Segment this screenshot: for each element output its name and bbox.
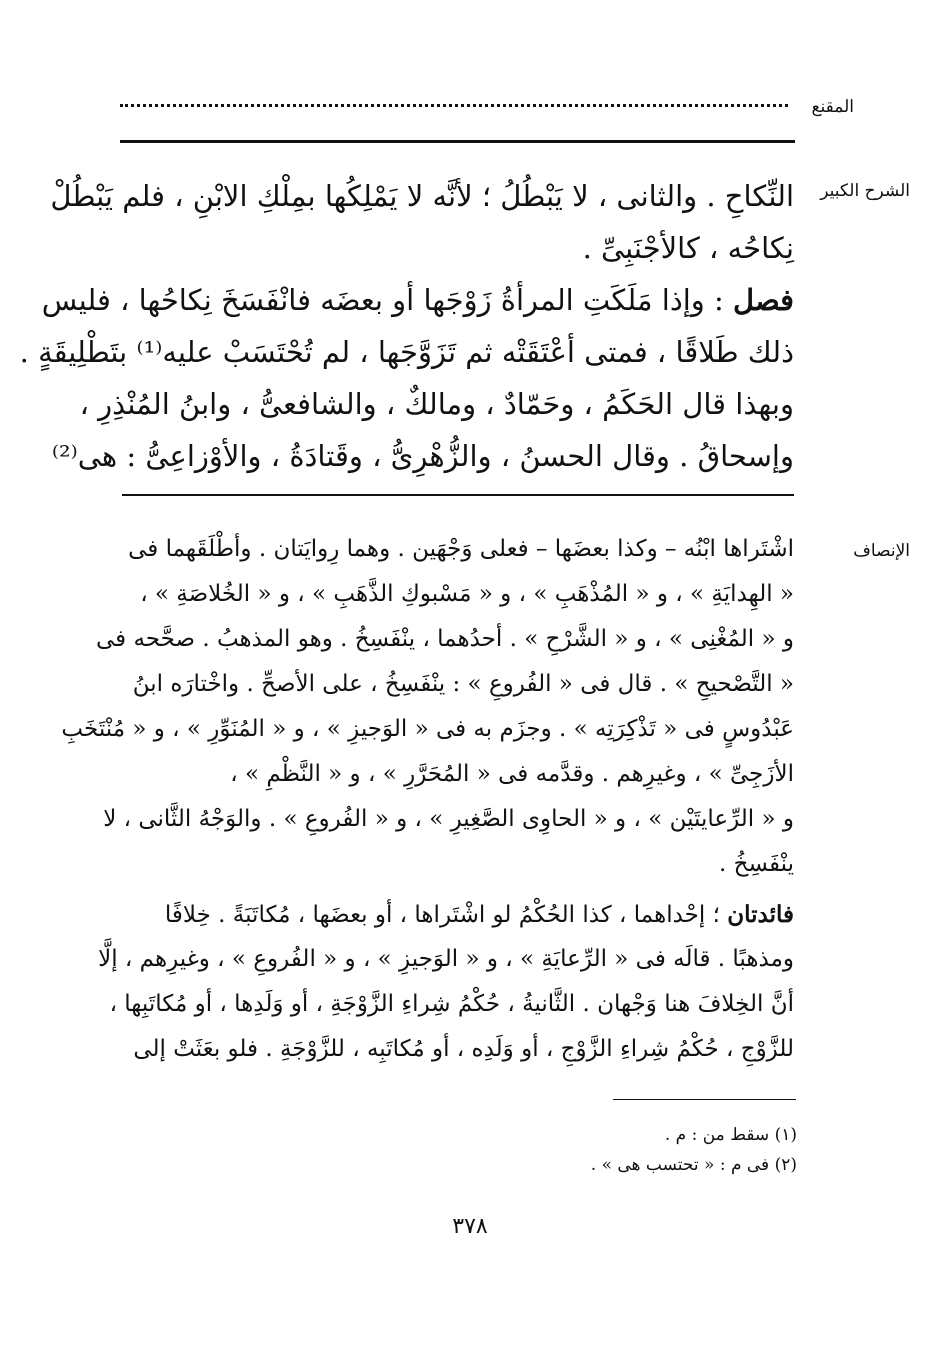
header-dotted-rule <box>120 104 788 107</box>
insaf-text-block <box>61 527 794 887</box>
section-divider <box>122 494 794 496</box>
page-number: ٣٧٨ <box>452 1214 488 1239</box>
insaf-line: و « الرِّعايتَيْن » ، و « الحاوِى الصَّغِيرِ » ، و « الفُروعِ » . والوَجْهُ الثَّانى ، لا <box>103 806 794 832</box>
insaf-line: و « المُغْنِى » ، و « الشَّرْحِ » . أحدُهما ، ينْفَسِخُ . وهو المذهبُ . صحَّحه فى <box>95 626 794 652</box>
sharh-line-text: : وإذا مَلَكَتِ المرأةُ زَوْجَها أو بعضَه فانْفَسَخَ نِكاحُها ، فليس <box>41 283 734 317</box>
sharh-line <box>41 274 794 326</box>
insaf-line: اشْتَراها ابْنُه – وكذا بعضَها – فعلى وَجْهَين . وهما رِوايَتان . وأطْلَقَهما فى <box>128 536 794 562</box>
insaf-line: أنَّ الخِلافَ هنا وَجْهان . الثَّانيةُ ، حُكْمُ شِراءِ الزَّوْجَةِ ، أو وَلَدِها ، أو مُكاتَبِها ، <box>109 991 794 1017</box>
footnote-rule <box>613 1099 796 1100</box>
faidatan-text-block <box>98 892 794 1072</box>
insaf-line: للزَّوْجِ ، حُكْمُ شِراءِ الزَّوْجِ ، أو وَلَدِه ، أو مُكاتَبِه ، للزَّوْجَةِ . فلو بعَثَتْ إلى <box>133 1036 794 1062</box>
insaf-line <box>124 892 794 937</box>
sharh-line: وبهذا قال الحَكَمُ ، وحَمّادٌ ، ومالكٌ ، والشافعىُّ ، وابنُ المُنْذِرِ ، <box>79 387 794 421</box>
sharh-line: النِّكاحِ . والثانى ، لا يَبْطُلُ ؛ لأنَّه لا يَمْلِكُها بمِلْكِ الابْنِ ، فلم يَبْطُلْ <box>50 179 794 213</box>
insaf-line: ينْفَسِخُ . <box>719 851 794 877</box>
sharh-line: ذلك طَلاقًا ، فمتى أعْتَقَتْه ثم تَزَوَّجَها ، لم تُحْتَسَبْ عليه⁽¹⁾ بتَطْلِيقَةٍ . <box>19 335 794 369</box>
sharh-side-label: الشرح الكبير <box>820 181 910 201</box>
insaf-line: عَبْدُوسٍ فى « تَذْكِرَتِه » . وجزَم به فى « الوَجيزِ » ، و « المُنَوِّرِ » ، و « مُنْتَخَبِ <box>61 716 794 742</box>
sharh-text-block <box>19 170 794 482</box>
insaf-line-text: ؛ إحْداهما ، كذا الحُكْمُ لو اشْتَراها ، أو بعضَها ، مُكاتَبَةً . خِلافًا <box>164 902 728 928</box>
insaf-side-label: الإنصاف <box>853 541 910 561</box>
fasl-heading: فصل <box>733 283 794 317</box>
insaf-line: ومذهبًا . قالَه فى « الرِّعايَةِ » ، و « الوَجيزِ » ، و « الفُروعِ » ، وغيرِهم ، إلَّا <box>98 946 794 972</box>
header-book-title: المقنع <box>811 97 854 117</box>
insaf-line: الأزَجِىِّ » ، وغيرِهم . وقدَّمه فى « المُحَرَّرِ » ، و « النَّظْمِ » ، <box>230 761 794 787</box>
footnote-2: (٢) فى م : « تحتسب هى » . <box>590 1155 797 1175</box>
sharh-line: نِكاحُه ، كالأجْنَبِىِّ . <box>582 231 794 265</box>
insaf-line: « الهِدايَةِ » ، و « المُذْهَبِ » ، و « مَسْبوكِ الذَّهَبِ » ، و « الخُلاصَةِ » ، <box>140 581 794 607</box>
sharh-line: وإسحاقُ . وقال الحسنُ ، والزُّهْرِىُّ ، وقَتادَةُ ، والأوْزاعِىُّ : هى⁽²⁾ <box>51 439 794 473</box>
header-rule <box>120 140 795 143</box>
insaf-line: « التَّصْحيحِ » . قال فى « الفُروعِ » : ينْفَسِخُ ، على الأصحِّ . واخْتارَه ابنُ <box>132 671 794 697</box>
faidatan-heading: فائدتان <box>727 901 794 928</box>
footnote-1: (١) سقط من : م . <box>664 1125 797 1145</box>
